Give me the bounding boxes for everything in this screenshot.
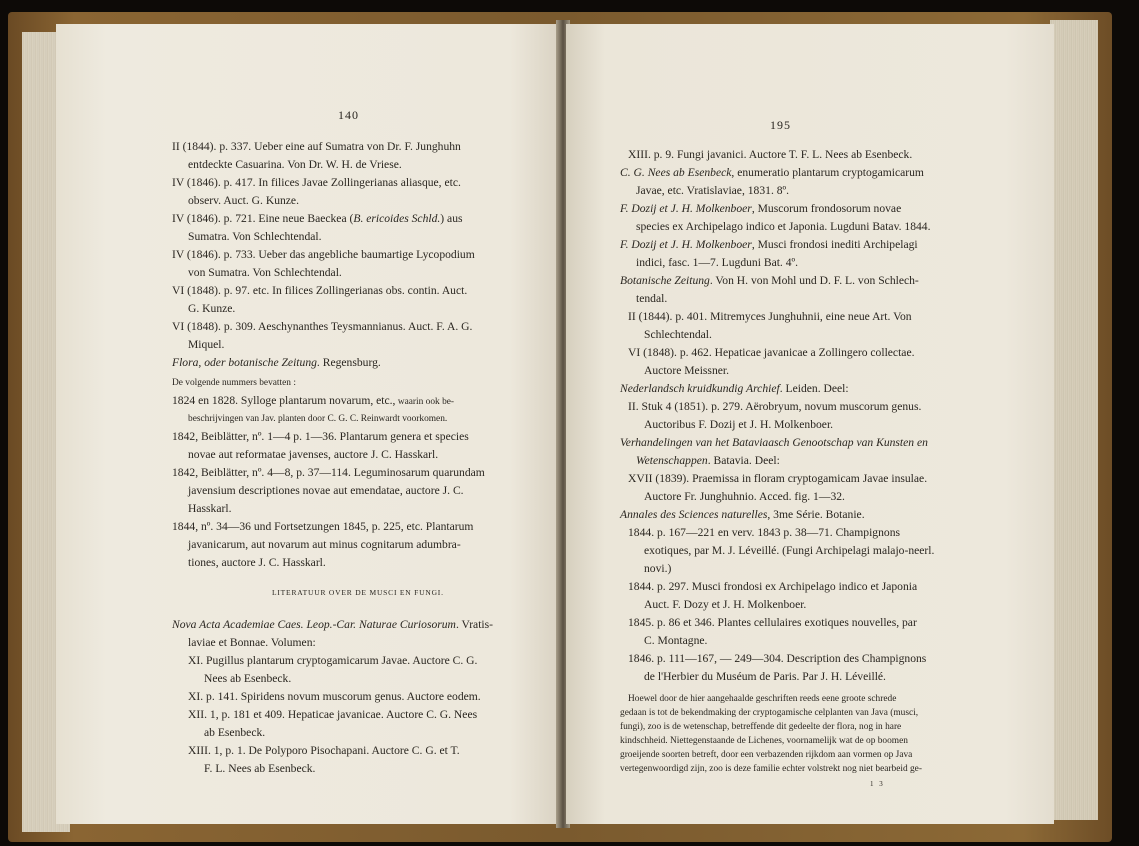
entry-line: 1844, nº. 34—36 und Fortsetzungen 1845, p. 225, etc. Plantarum [172, 520, 474, 533]
page-edges-right [1050, 20, 1098, 820]
entry-line: Miquel. [188, 338, 225, 351]
entry-line: 1842, Beiblätter, nº. 1—4 p. 1—36. Plantarum genera et species [172, 430, 469, 443]
entry-line: Javae, etc. Vratislaviae, 1831. 8º. [636, 184, 790, 197]
page-number-left: 140 [338, 108, 359, 122]
entry-line: Nees ab Esenbeck. [204, 672, 292, 685]
entry-line: II (1844). p. 401. Mitremyces Junghuhnii, eine neue Art. Von [628, 310, 912, 323]
paragraph-line: gedaan is tot de bekendmaking der cryptogamische celplanten van Java (musci, [620, 708, 919, 718]
entry-line: C. G. Nees ab Esenbeck, enumeratio plantarum cryptogamicarum [620, 166, 924, 179]
entry-line: Hasskarl. [188, 502, 232, 515]
entry-line: VI (1848). p. 309. Aeschynanthes Teysmannianus. Auct. F. A. G. [172, 320, 473, 333]
entry-line: Auctore Fr. Junghuhnio. Acced. fig. 1—32. [644, 490, 845, 503]
page-number-right: 195 [770, 118, 791, 132]
entry-line: IV (1846). p. 417. In filices Javae Zollingerianas aliasque, etc. [172, 176, 461, 189]
paragraph-line: kindschheid. Niettegenstaande de Lichenes, voornamelijk wat de op boomen [620, 736, 908, 746]
entry-line: species ex Archipelago indico et Japonia. Lugduni Batav. 1844. [636, 220, 931, 233]
entry-line: VI (1848). p. 462. Hepaticae javanicae a Zollingero collectae. [628, 346, 915, 359]
entry-line: XIII. 1, p. 1. De Polyporo Pisochapani. Auctore C. G. et T. [188, 744, 460, 757]
journal-heading: Flora, oder botanische Zeitung. Regensburg. [172, 356, 381, 369]
entry-line: C. Montagne. [644, 634, 708, 647]
entry-line: novi.) [644, 562, 672, 575]
journal-heading: Nederlandsch kruidkundig Archief. Leiden. Deel: [620, 382, 849, 395]
entry-line: G. Kunze. [188, 302, 236, 315]
entry-line: laviae et Bonnae. Volumen: [188, 636, 316, 649]
entry-line: javanicarum, aut novarum aut minus cognitarum adumbra- [188, 538, 461, 551]
entry-line: XI. Pugillus plantarum cryptogamicarum Javae. Auctore C. G. [188, 654, 478, 667]
entry-line: ab Esenbeck. [204, 726, 266, 739]
note-line: De volgende nummers bevatten : [172, 378, 296, 388]
entry-line: entdeckte Casuarina. Von Dr. W. H. de Vriese. [188, 158, 402, 171]
entry-line: IV (1846). p. 733. Ueber das angebliche baumartige Lycopodium [172, 248, 475, 261]
entry-line: Auct. F. Dozy et J. H. Molkenboer. [644, 598, 807, 611]
entry-line: VI (1848). p. 97. etc. In filices Zollingerianas obs. contin. Auct. [172, 284, 468, 297]
entry-line: XVII (1839). Praemissa in floram cryptogamicam Javae insulae. [628, 472, 928, 485]
entry-line: Schlechtendal. [644, 328, 712, 341]
entry-line: von Sumatra. Von Schlechtendal. [188, 266, 342, 279]
entry-line: de l'Herbier du Muséum de Paris. Par J. H. Léveillé. [644, 670, 886, 683]
journal-heading: Verhandelingen van het Bataviaasch Genootschap van Kunsten en [620, 436, 928, 449]
journal-heading: Wetenschappen. Batavia. Deel: [636, 454, 780, 467]
section-heading: LITERATUUR OVER DE MUSCI EN FUNGI. [272, 588, 444, 597]
entry-line: II. Stuk 4 (1851). p. 279. Aërobryum, novum muscorum genus. [628, 400, 922, 413]
paragraph-line: Hoewel door de hier aangehaalde geschriften reeds eene groote schrede [628, 694, 897, 704]
entry-line: Auctore Meissner. [644, 364, 729, 377]
entry-line: Sumatra. Von Schlechtendal. [188, 230, 322, 243]
journal-heading: Annales des Sciences naturelles, 3me Série. Botanie. [620, 508, 865, 521]
entry-line: 1844. p. 297. Musci frondosi ex Archipelago indico et Japonia [628, 580, 918, 593]
entry-line: tiones, auctore J. C. Hasskarl. [188, 556, 326, 569]
entry-line: XII. 1, p. 181 et 409. Hepaticae javanicae. Auctore C. G. Nees [188, 708, 478, 721]
entry-line: 1845. p. 86 et 346. Plantes cellulaires exotiques nouvelles, par [628, 616, 917, 629]
signature-mark: 1 3 [870, 780, 885, 788]
right-page [566, 24, 1054, 824]
entry-line: exotiques, par M. J. Léveillé. (Fungi Archipelagi malajo-neerl. [644, 544, 935, 557]
entry-line: tendal. [636, 292, 668, 305]
entry-line: F. Dozij et J. H. Molkenboer, Musci frondosi inediti Archipelagi [620, 238, 918, 251]
left-page [56, 24, 560, 824]
journal-heading: Nova Acta Academiae Caes. Leop.-Car. Naturae Curiosorum. Vratis- [172, 618, 494, 631]
entry-line: IV (1846). p. 721. Eine neue Baeckea (B. ericoides Schld.) aus [172, 212, 463, 225]
journal-heading: Botanische Zeitung. Von H. von Mohl und D. F. L. von Schlech- [620, 274, 919, 287]
entry-line: beschrijvingen van Jav. planten door C. G. C. Reinwardt voorkomen. [188, 414, 448, 424]
entry-line: indici, fasc. 1—7. Lugduni Bat. 4º. [636, 256, 799, 269]
entry-line: observ. Auct. G. Kunze. [188, 194, 299, 207]
entry-line: 1846. p. 111—167, — 249—304. Description des Champignons [628, 652, 927, 665]
entry-line: novae aut reformatae javenses, auctore J. C. Hasskarl. [188, 448, 439, 461]
entry-line: F. L. Nees ab Esenbeck. [204, 762, 316, 775]
entry-line: Auctoribus F. Dozij et J. H. Molkenboer. [644, 418, 834, 431]
paragraph-line: fungi), zoo is de wetenschap, betreffende dit gedeelte der flora, nog in hare [620, 722, 902, 732]
entry-line: javensium descriptiones novae aut emendatae, auctore J. C. [188, 484, 464, 497]
entry-line: 1824 en 1828. Sylloge plantarum novarum, etc., waarin ook be- [172, 394, 455, 407]
paragraph-line: groeijende soorten betreft, door een verbazenden rijkdom aan vormen op Java [620, 750, 913, 760]
entry-line: 1844. p. 167—221 en verv. 1843 p. 38—71. Champignons [628, 526, 901, 539]
entry-line: 1842, Beiblätter, nº. 4—8, p. 37—114. Leguminosarum quarundam [172, 466, 485, 479]
paragraph-line: vertegenwoordigd zijn, zoo is deze familie echter volstrekt nog niet bearbeid ge- [620, 764, 922, 774]
entry-line: II (1844). p. 337. Ueber eine auf Sumatra von Dr. F. Junghuhn [172, 140, 461, 153]
entry-line: F. Dozij et J. H. Molkenboer, Muscorum frondosorum novae [620, 202, 902, 215]
entry-line: XIII. p. 9. Fungi javanici. Auctore T. F. L. Nees ab Esenbeck. [628, 148, 913, 161]
entry-line: XI. p. 141. Spiridens novum muscorum genus. Auctore eodem. [188, 690, 481, 703]
